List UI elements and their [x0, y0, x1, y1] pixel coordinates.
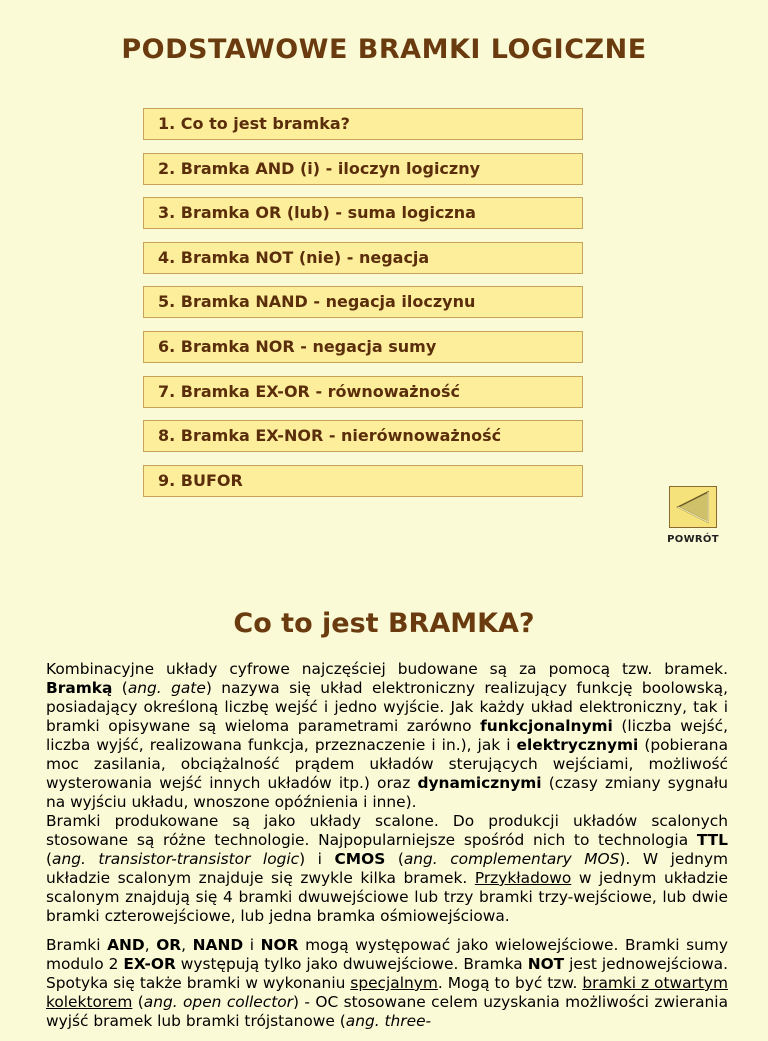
link-specjalnym[interactable]: specjalnym: [350, 974, 438, 992]
topic-menu: [143, 108, 583, 509]
term-elektrycznymi: elektrycznymi: [516, 736, 639, 754]
text: ) nazywa się układ elektroniczny realizujący funkcję boolowską, posiadający określoną liczbę wejść i jedno wyjście. Jak każdy układ elektroniczny, tak i bramki opisywane są wieloma parametrami zarówno: [46, 679, 729, 735]
english-term: ang. three-: [345, 1012, 432, 1030]
term-or: OR: [156, 936, 182, 954]
english-term: ang. transistor-transistor logic: [52, 850, 300, 868]
menu-item-exor-gate[interactable]: 7. Bramka EX-OR - równoważność: [143, 376, 583, 408]
text: ,: [181, 936, 193, 954]
english-term: ang. complementary MOS: [403, 850, 620, 868]
term-nand: NAND: [192, 936, 244, 954]
text: ,: [144, 936, 157, 954]
text: Bramki: [46, 936, 108, 954]
text: (: [385, 850, 404, 868]
text: ) i: [299, 850, 335, 868]
left-triangle-icon: [670, 487, 716, 527]
link-open-collector[interactable]: bramki z otwartym kolektorem: [46, 974, 728, 1011]
back-label: POWRÓT: [667, 534, 719, 545]
text: mogą występować jako wielowejściowe. Bramki sumy modulo 2: [46, 936, 728, 973]
menu-item-not-gate[interactable]: 4. Bramka NOT (nie) - negacja: [143, 242, 583, 274]
article-body: [46, 660, 728, 1041]
term-nor: NOR: [260, 936, 299, 954]
section-title: Co to jest BRAMKA?: [233, 608, 535, 639]
text: w jednym układzie scalonym znajdują się 4 bramki dwuwejściowe lub trzy bramki trzy-wejściowe, lub dwie bramki czterowejściowe, lub jedna bramka ośmiowejściowa.: [46, 869, 729, 925]
back-button[interactable]: [669, 486, 717, 528]
text: (: [132, 993, 144, 1011]
menu-item-or-gate[interactable]: 3. Bramka OR (lub) - suma logiczna: [143, 197, 583, 229]
text: . Mogą to być tzw.: [437, 974, 583, 992]
menu-item-exnor-gate[interactable]: 8. Bramka EX-NOR - nierównoważność: [143, 420, 583, 452]
menu-item-buffer[interactable]: 9. BUFOR: [143, 465, 583, 497]
term-funkcjonalnymi: funkcjonalnymi: [480, 717, 613, 735]
text: (czasy zmiany sygnału na wyjściu układu, wnoszone opóźnienia i inne).: [46, 774, 728, 811]
menu-item-and-gate[interactable]: 2. Bramka AND (i) - iloczyn logiczny: [143, 153, 583, 185]
menu-item-what-is-gate[interactable]: 1. Co to jest bramka?: [143, 108, 583, 140]
text: Kombinacyjne układy cyfrowe najczęściej budowane są za pomocą tzw. bramek.: [46, 660, 728, 678]
text: Bramki produkowane są jako układy scalone. Do produkcji układów scalonych stosowane są różne technologie. Najpopularniejsze spośród nich to technologia: [46, 812, 728, 849]
term-dynamicznymi: dynamicznymi: [417, 774, 542, 792]
english-term: ang. gate: [127, 679, 206, 697]
term-not: NOT: [527, 955, 565, 973]
menu-item-nand-gate[interactable]: 5. Bramka NAND - negacja iloczynu: [143, 286, 583, 318]
term-and: AND: [107, 936, 145, 954]
page-title: PODSTAWOWE BRAMKI LOGICZNE: [121, 34, 647, 65]
text: występują tylko jako dwuwejściowe. Bramka: [175, 955, 528, 973]
term-ttl: TTL: [696, 831, 728, 849]
back-control: [667, 486, 719, 545]
english-term: ang. open collector: [143, 993, 293, 1011]
text: (: [46, 850, 53, 868]
text: i: [243, 936, 261, 954]
term-cmos: CMOS: [334, 850, 386, 868]
text: ). W jednym układzie scalonym znajduje się zwykle kilka bramek.: [46, 850, 728, 887]
text: jest jednowejściowa. Spotyka się także bramki w wykonaniu: [46, 955, 729, 992]
term-bramka: Bramką: [46, 679, 113, 697]
paragraph-3: [46, 936, 728, 1031]
paragraph-1: [46, 660, 728, 926]
menu-item-nor-gate[interactable]: 6. Bramka NOR - negacja sumy: [143, 331, 583, 363]
text: ) - OC stosowane celem uzyskania możliwości zwierania wyjść bramek lub bramki trójstanowe (: [46, 993, 728, 1030]
text: (pobierana moc zasilania, obciążalność prądem układów sterujących wejściami, możliwość wysterowania wejść innych układów itp.) oraz: [46, 736, 728, 792]
term-exor: EX-OR: [123, 955, 176, 973]
text: (liczba wejść, liczba wyjść, realizowana funkcja, przeznaczenie i in.), jak i: [46, 717, 728, 754]
text: (: [112, 679, 128, 697]
link-przykladowo[interactable]: Przykładowo: [474, 869, 572, 887]
